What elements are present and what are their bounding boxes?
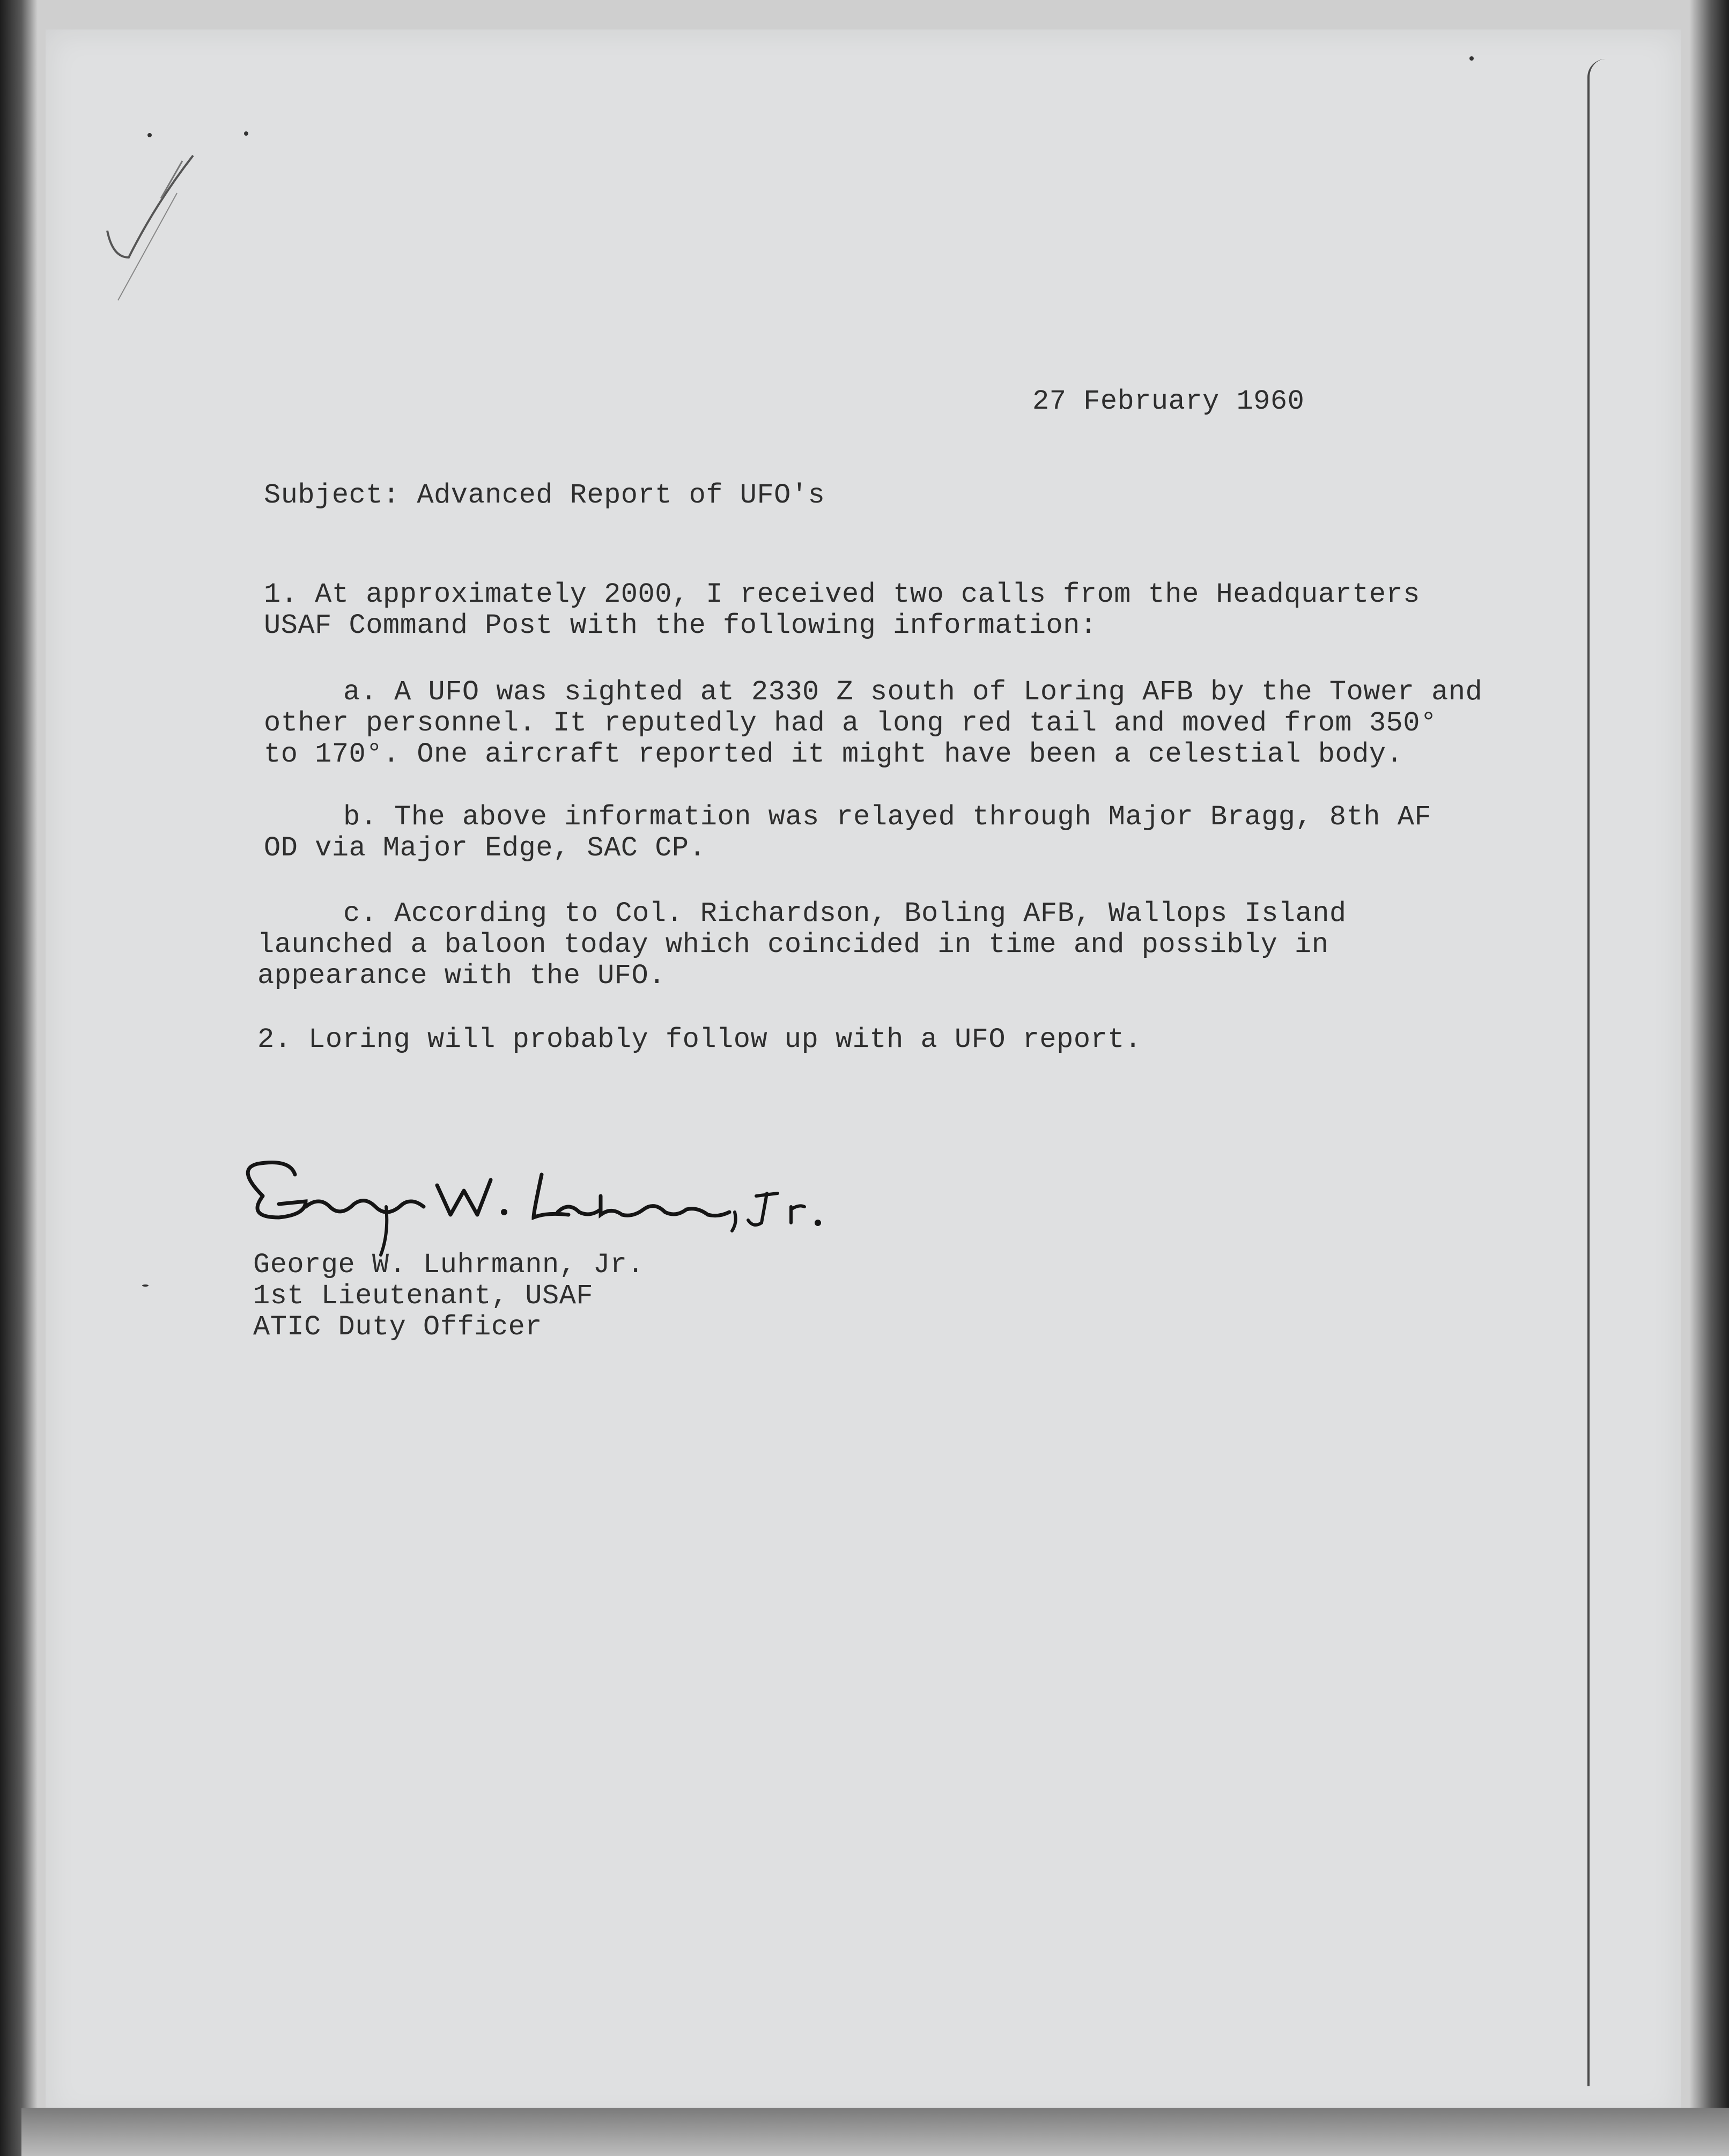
paragraph-1-line-2: USAF Command Post with the following information: bbox=[264, 610, 1097, 641]
speck bbox=[1469, 56, 1474, 61]
item-a-line-2: other personnel. It reputedly had a long red tail and moved from 350° bbox=[264, 707, 1437, 739]
bottom-shadow bbox=[21, 2108, 1729, 2156]
handwritten-signature bbox=[225, 1137, 869, 1260]
speck bbox=[147, 133, 152, 137]
speck bbox=[244, 131, 248, 136]
item-b-line-1: b. The above information was relayed through Major Bragg, 8th AF bbox=[343, 801, 1432, 833]
item-a-line-1: a. A UFO was sighted at 2330 Z south of Loring AFB by the Tower and bbox=[343, 676, 1483, 708]
handwritten-check-mark-icon bbox=[97, 32, 257, 311]
document-page bbox=[46, 29, 1681, 2121]
signer-name: George W. Luhrmann, Jr. bbox=[253, 1249, 645, 1281]
speck bbox=[142, 1284, 149, 1287]
letter-date: 27 February 1960 bbox=[1032, 386, 1305, 417]
paragraph-1-line-1: 1. At approximately 2000, I received two calls from the Headquarters bbox=[264, 579, 1420, 610]
item-c-line-2: launched a baloon today which coincided in time and possibly in bbox=[257, 929, 1329, 961]
signer-title: ATIC Duty Officer bbox=[253, 1311, 542, 1343]
item-b-line-2: OD via Major Edge, SAC CP. bbox=[264, 832, 706, 864]
item-a-line-3: to 170°. One aircraft reported it might have been a celestial body. bbox=[264, 739, 1403, 770]
subject-line: Subject: Advanced Report of UFO's bbox=[264, 479, 825, 511]
page-edge-curve bbox=[1587, 59, 1606, 2086]
paragraph-2: 2. Loring will probably follow up with a UFO report. bbox=[257, 1024, 1142, 1055]
signer-rank: 1st Lieutenant, USAF bbox=[253, 1280, 594, 1312]
item-c-line-3: appearance with the UFO. bbox=[257, 960, 666, 992]
item-c-line-1: c. According to Col. Richardson, Boling AFB, Wallops Island bbox=[343, 898, 1347, 929]
